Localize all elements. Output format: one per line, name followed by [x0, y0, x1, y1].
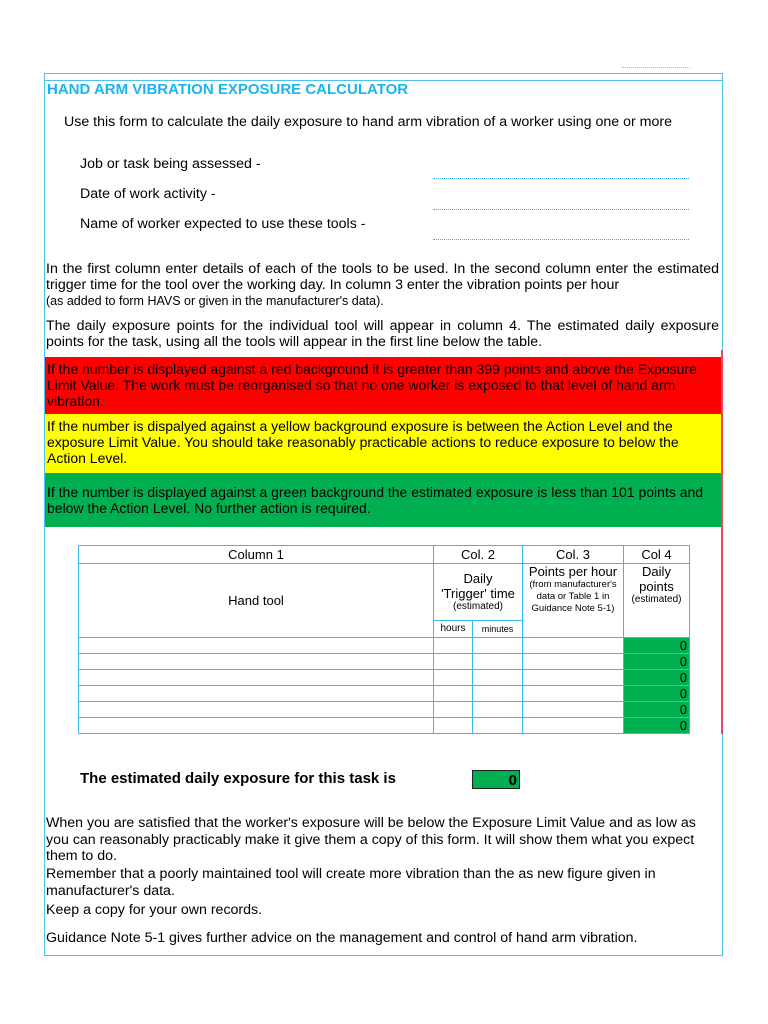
pph-cell[interactable] [523, 686, 624, 702]
pph-cell[interactable] [523, 654, 624, 670]
red-edge [721, 350, 723, 734]
col2-header: Col. 2 [434, 546, 523, 564]
table-row [79, 718, 690, 734]
pph-cell[interactable] [523, 638, 624, 654]
trigger-b: 'Trigger' time [441, 586, 515, 601]
minutes-cell[interactable] [473, 718, 523, 734]
job-label: Job or task being assessed - [80, 156, 261, 172]
total-value: 0 [472, 770, 520, 789]
hours-cell[interactable] [434, 686, 473, 702]
minutes-cell[interactable] [473, 702, 523, 718]
page-title: HAND ARM VIBRATION EXPOSURE CALCULATOR [47, 81, 409, 98]
table-row [79, 702, 690, 718]
footer-1: When you are satisfied that the worker's exposure will be below the Exposure Limit Value and as low as you can reasonably practicably make it give them a copy of this form. It will show them what you expect them to do. [46, 815, 696, 864]
col1-header: Column 1 [79, 546, 434, 564]
exposure-table [78, 545, 690, 734]
footer-3: Keep a copy for your own records. [46, 902, 263, 918]
minutes-cell[interactable] [473, 638, 523, 654]
pph-a: Points per hour [528, 564, 618, 579]
points-cell: 0 [624, 670, 690, 686]
trigger-c: (estimated) [452, 601, 503, 612]
points-cell: 0 [624, 686, 690, 702]
minutes-cell[interactable] [473, 670, 523, 686]
trigger-time-header [434, 564, 523, 621]
pph-b: (from manufacturer's data or Table 1 in Guidance Note 5-1) [529, 579, 617, 614]
green-band-text: If the number is displayed against a green background the estimated exposure is less than 101 points and below the Action Level. No further action is required. [45, 473, 722, 527]
points-cell: 0 [624, 638, 690, 654]
yellow-band-text: If the number is dispalyed against a yellow background exposure is between the Action Level and the exposure Limit Value. You should take reasonably practicable actions to reduce exposure to below the Action Level. [45, 414, 722, 473]
total-label: The estimated daily exposure for this task is [80, 770, 396, 787]
hours-cell[interactable] [434, 670, 473, 686]
instructions-2: The daily exposure points for the individual tool will appear in column 4. The estimated daily exposure points for the task, using all the tools will appear in the first line below the table. [46, 318, 719, 350]
col4-header: Col 4 [624, 546, 690, 564]
date-input[interactable] [433, 209, 689, 210]
tool-cell[interactable] [79, 654, 434, 670]
trigger-a: Daily [463, 571, 493, 586]
daily-a: Daily [642, 564, 671, 579]
tool-cell[interactable] [79, 686, 434, 702]
table-row [79, 670, 690, 686]
hours-cell[interactable] [434, 638, 473, 654]
table-row [79, 686, 690, 702]
points-cell: 0 [624, 718, 690, 734]
daily-c: (estimated) [631, 594, 682, 605]
minutes-cell[interactable] [473, 686, 523, 702]
hours-cell[interactable] [434, 702, 473, 718]
pph-header [523, 564, 624, 638]
table-row [79, 638, 690, 654]
daily-b: points [639, 579, 674, 594]
date-label: Date of work activity - [80, 186, 216, 202]
footer-4: Guidance Note 5-1 gives further advice on the management and control of hand arm vibration. [46, 930, 638, 946]
worker-input[interactable] [433, 239, 689, 240]
dotted-divider [622, 67, 690, 68]
pph-cell[interactable] [523, 670, 624, 686]
worker-label: Name of worker expected to use these tools - [80, 216, 366, 232]
tool-cell[interactable] [79, 702, 434, 718]
pph-cell[interactable] [523, 718, 624, 734]
hours-cell[interactable] [434, 718, 473, 734]
hours-header: hours [434, 621, 473, 638]
tool-cell[interactable] [79, 638, 434, 654]
intro-text: Use this form to calculate the daily exposure to hand arm vibration of a worker using one or more [64, 114, 672, 130]
pph-cell[interactable] [523, 702, 624, 718]
instructions-1-text: In the first column enter details of each of the tools to be used. In the second column enter the estimated trigger time for the tool over the working day. In column 3 enter the vibration points per hour [46, 261, 719, 293]
hours-cell[interactable] [434, 654, 473, 670]
instructions-1 [46, 261, 719, 309]
points-cell: 0 [624, 702, 690, 718]
minutes-cell[interactable] [473, 654, 523, 670]
red-band-text: If the number is displayed against a red background it is greater than 399 points and above the Exposure Limit Value. The work must be reorganised so that no one worker is exposed to that level of hand arm vibration. [45, 357, 722, 414]
daily-points-header [624, 564, 690, 638]
hand-tool-header: Hand tool [79, 564, 434, 638]
minutes-header: minutes [473, 621, 523, 638]
tool-cell[interactable] [79, 718, 434, 734]
footer-2: Remember that a poorly maintained tool will create more vibration than the as new figure given in manufacturer's data. [46, 866, 656, 899]
job-input[interactable] [433, 178, 689, 179]
points-cell: 0 [624, 654, 690, 670]
tool-cell[interactable] [79, 670, 434, 686]
table-row [79, 654, 690, 670]
instructions-1-note: (as added to form HAVS or given in the manufacturer's data). [46, 294, 384, 308]
col3-header: Col. 3 [523, 546, 624, 564]
